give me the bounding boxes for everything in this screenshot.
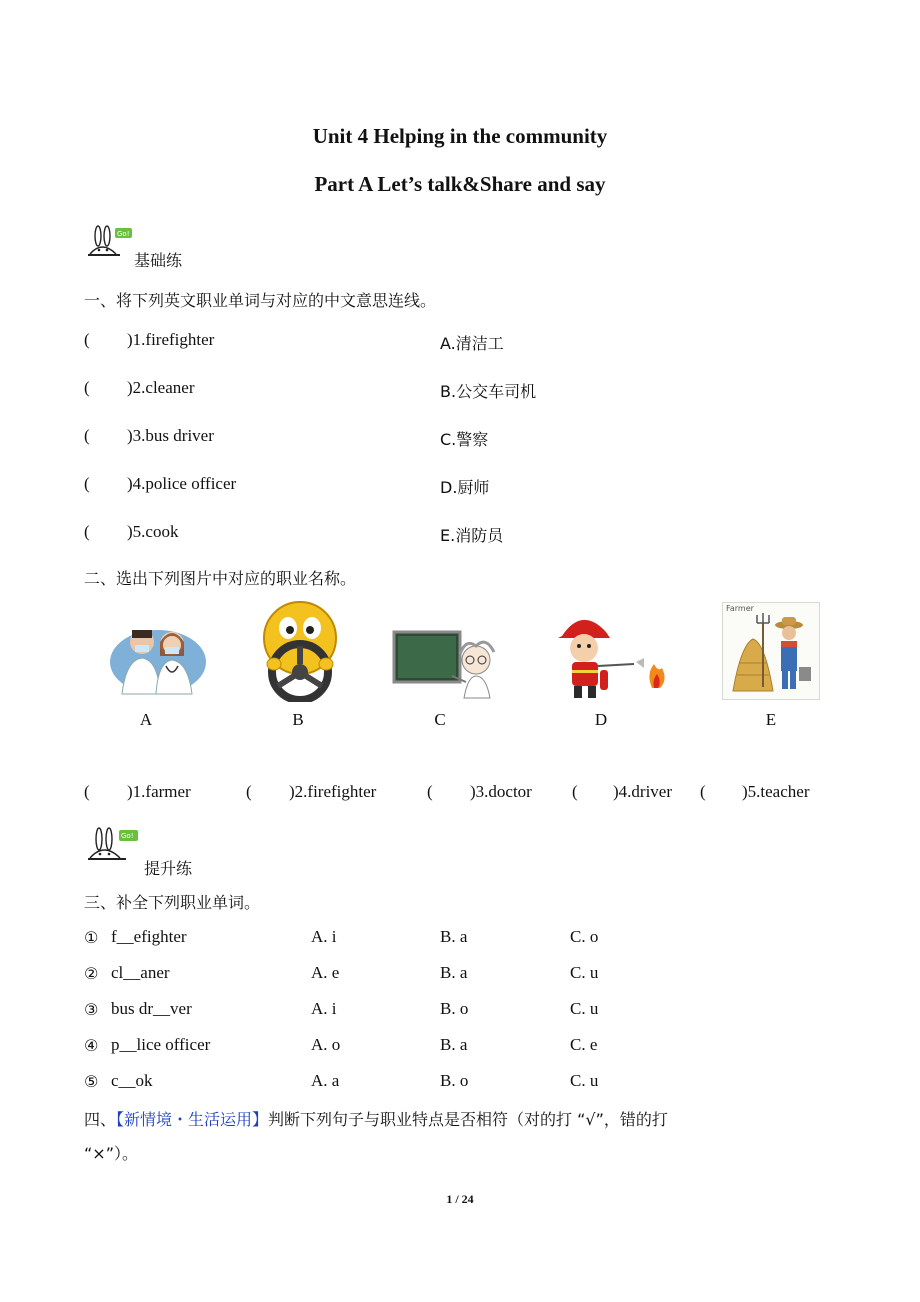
q3-option-b: B. a (440, 963, 468, 982)
q1-heading: 一、将下列英文职业单词与对应的中文意思连线。 (84, 291, 437, 310)
q2-paren: ( (572, 782, 578, 801)
q1-item-right: A.清洁工 (440, 334, 504, 353)
q3-option-c: C. e (570, 1035, 598, 1054)
q3-option-b: B. a (440, 1035, 468, 1054)
q2-paren: ( (700, 782, 706, 801)
q3-word: cl__aner (111, 963, 170, 982)
q3-option-c: C. u (570, 999, 599, 1018)
q2-answer: )2.firefighter (289, 782, 377, 801)
q3-option-c: C. o (570, 927, 599, 946)
q2-answer: )3.doctor (470, 782, 532, 801)
q3-option-a: A. a (311, 1071, 340, 1090)
q3-option-a: A. i (311, 927, 337, 946)
picture-label-e: E (765, 710, 777, 729)
q3-option-b: B. a (440, 927, 468, 946)
q2-answer: )4.driver (613, 782, 673, 801)
section-label-advanced: 提升练 (144, 859, 193, 878)
q1-item-right: E.消防员 (440, 526, 504, 545)
q3-num: ① (84, 928, 99, 947)
q1-paren: ( (84, 378, 90, 397)
q1-paren: ( (84, 330, 90, 349)
farmer-caption: Farmer (726, 604, 754, 613)
q4-text-line2: “×”）。 (84, 1144, 138, 1163)
q3-word: p__lice officer (111, 1035, 211, 1054)
q4-heading (84, 1107, 668, 1130)
rabbit-go-icon (86, 826, 142, 864)
q1-item-left: )3.bus driver (127, 426, 214, 445)
q2-heading: 二、选出下列图片中对应的职业名称。 (84, 569, 357, 588)
q3-word: f__efighter (111, 927, 187, 946)
q3-option-c: C. u (570, 1071, 599, 1090)
q1-paren: ( (84, 474, 90, 493)
driver-emoji-icon (258, 598, 342, 702)
q2-answer: )5.teacher (742, 782, 810, 801)
q4-tag: 【新情境・生活运用】 (116, 1110, 269, 1129)
badge-text: Go! (117, 230, 130, 238)
q3-option-a: A. i (311, 999, 337, 1018)
teacher-blackboard-icon (392, 628, 502, 700)
q3-num: ② (84, 964, 99, 983)
q3-option-c: C. u (570, 963, 599, 982)
page-subtitle: Part A Let’s talk&Share and say (314, 172, 606, 196)
rabbit-go-icon (86, 224, 136, 260)
q3-option-b: B. o (440, 999, 469, 1018)
picture-label-d: D (594, 710, 608, 729)
q2-paren: ( (427, 782, 433, 801)
q1-paren: ( (84, 426, 90, 445)
q1-item-right: D.厨师 (440, 478, 490, 497)
q4-prefix: 四、 (84, 1110, 117, 1129)
picture-label-b: B (292, 710, 304, 729)
q3-option-b: B. o (440, 1071, 469, 1090)
page-number: 1 / 24 (446, 1192, 474, 1206)
q3-option-a: A. e (311, 963, 340, 982)
q1-item-left: )2.cleaner (127, 378, 195, 397)
section-label-basic: 基础练 (134, 251, 183, 270)
picture-label-a: A (139, 710, 153, 729)
q2-answer: )1.farmer (127, 782, 191, 801)
q3-num: ③ (84, 1000, 99, 1019)
farmer-icon (722, 602, 820, 700)
q1-item-left: )1.firefighter (127, 330, 215, 349)
q3-heading: 三、补全下列职业单词。 (84, 893, 261, 912)
doctors-icon (108, 616, 208, 696)
q1-item-right: B.公交车司机 (440, 382, 537, 401)
q3-word: c__ok (111, 1071, 153, 1090)
q3-num: ④ (84, 1036, 99, 1055)
firefighter-icon (554, 608, 670, 700)
q1-paren: ( (84, 522, 90, 541)
q4-text: 判断下列句子与职业特点是否相符（对的打 “√”，错的打 (268, 1110, 668, 1129)
picture-label-c: C (434, 710, 446, 729)
q1-item-left: )4.police officer (127, 474, 237, 493)
badge-text: Go! (121, 832, 134, 840)
q2-paren: ( (246, 782, 252, 801)
q3-word: bus dr__ver (111, 999, 192, 1018)
q3-num: ⑤ (84, 1072, 99, 1091)
page-title: Unit 4 Helping in the community (312, 124, 608, 148)
q2-paren: ( (84, 782, 90, 801)
q1-item-left: )5.cook (127, 522, 179, 541)
q3-option-a: A. o (311, 1035, 341, 1054)
q1-item-right: C.警察 (440, 430, 489, 449)
